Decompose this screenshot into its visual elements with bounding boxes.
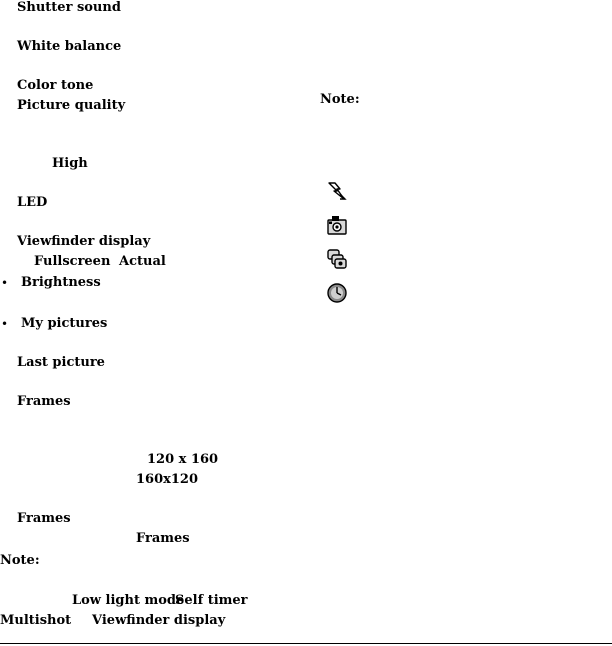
flash-icon: [326, 180, 348, 202]
viewfinder-display-label: Viewfinder display: [17, 234, 151, 249]
self-timer-icon: [326, 282, 348, 304]
white-balance-label: White balance: [17, 39, 122, 54]
low-light-mode-label: Low light mode: [72, 593, 185, 608]
frames-label: Frames: [17, 511, 71, 526]
color-tone-label: Color tone: [17, 78, 94, 93]
camera-icon: [326, 214, 348, 236]
frames-label: Frames: [136, 531, 190, 546]
actual-label: Actual: [119, 254, 166, 269]
last-picture-label: Last picture: [17, 355, 105, 370]
note-label: Note:: [320, 92, 360, 107]
shutter-sound-label: Shutter sound: [17, 0, 121, 15]
fullscreen-label: Fullscreen: [34, 254, 111, 269]
bullet-marker: •: [1, 317, 9, 331]
size-120x160-label: 120 x 160: [147, 452, 219, 467]
self-timer-label: Self timer: [175, 593, 248, 608]
viewfinder-display-label: Viewfinder display: [92, 613, 226, 628]
size-160x120-label: 160x120: [136, 472, 199, 487]
brightness-label: Brightness: [21, 275, 101, 290]
multishot-label: Multishot: [0, 613, 72, 628]
led-label: LED: [17, 195, 48, 210]
quality-high-label: High: [52, 156, 88, 171]
footer-divider: [0, 643, 612, 644]
frames-label: Frames: [17, 394, 71, 409]
note-label: Note:: [0, 553, 40, 568]
multishot-icon: [326, 248, 348, 270]
my-pictures-label: My pictures: [21, 316, 108, 331]
picture-quality-label: Picture quality: [17, 98, 126, 113]
bullet-marker: •: [1, 276, 9, 290]
